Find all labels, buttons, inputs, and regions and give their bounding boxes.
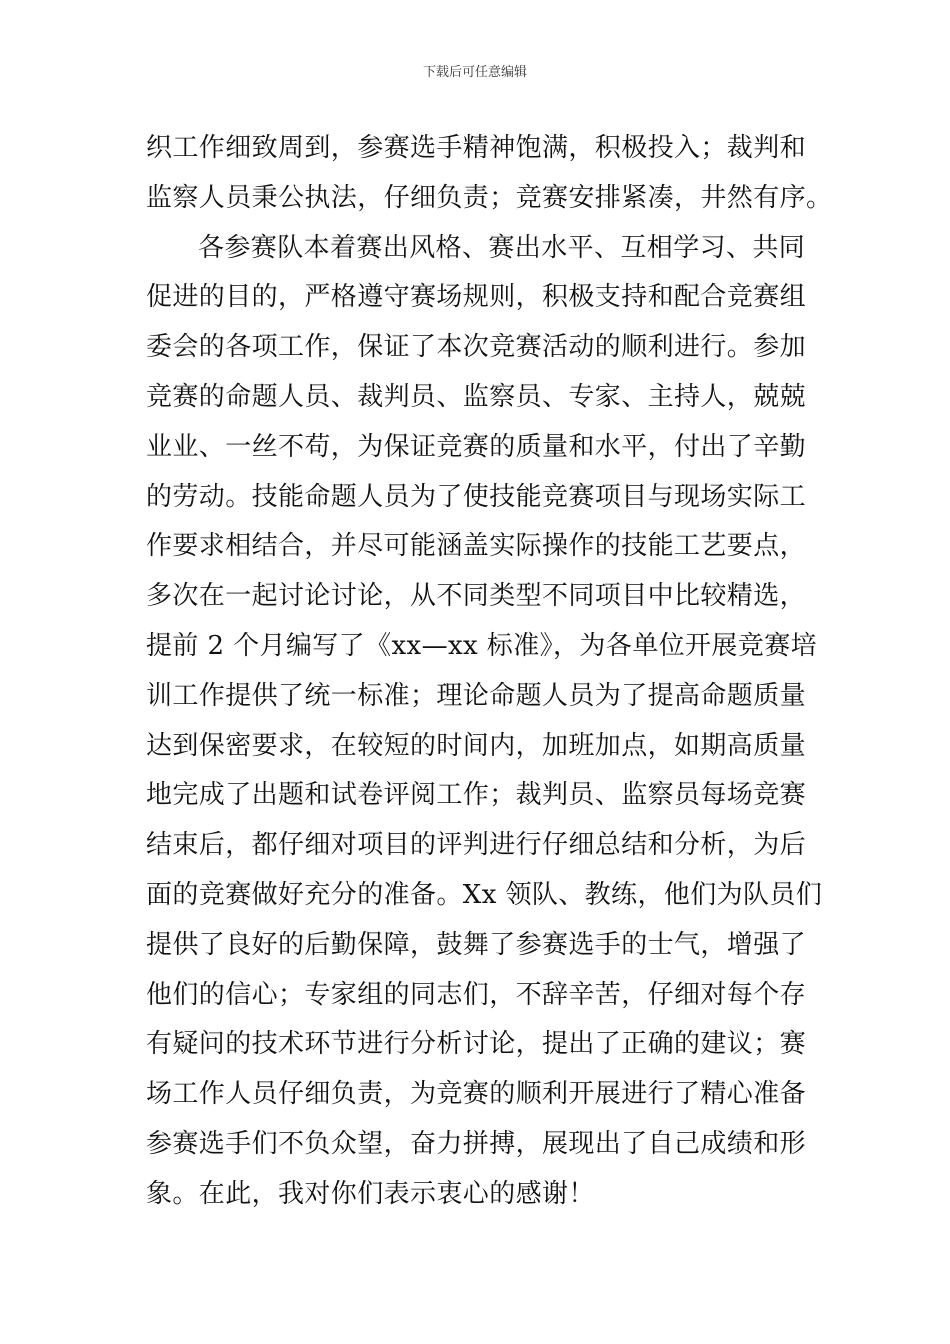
text-line: 象。在此，我对你们表示衷心的感谢！ xyxy=(146,1178,595,1209)
text-line: 参赛选手们不负众望，奋力拼搏，展现出了自己成绩和形 xyxy=(146,1128,807,1159)
text-line: 委会的各项工作，保证了本次竞赛活动的顺利进行。参加 xyxy=(146,332,807,363)
text-line: 织工作细致周到，参赛选手精神饱满，积极投入；裁判和 xyxy=(146,133,807,163)
text-line: 提供了良好的后勤保障，鼓舞了参赛选手的士气，增强了 xyxy=(146,929,807,960)
text-line: 监察人员秉公执法，仔细负责；竞赛安排紧凑，井然有序。 xyxy=(146,182,833,213)
text-line: 有疑问的技术环节进行分析讨论，提出了正确的建议；赛 xyxy=(146,1029,807,1060)
paragraph xyxy=(146,124,833,224)
text-line: 提前 2 个月编写了《xx—xx 标准》，为各单位开展竞赛培 xyxy=(146,630,817,661)
text-line: 业业、一丝不苟，为保证竞赛的质量和水平，付出了辛勤 xyxy=(146,431,807,462)
text-line: 的劳动。技能命题人员为了使技能竞赛项目与现场实际工 xyxy=(146,481,807,512)
text-line: 作要求相结合，并尽可能涵盖实际操作的技能工艺要点， xyxy=(146,531,807,562)
text-line: 面的竞赛做好充分的准备。Xx 领队、教练，他们为队员们 xyxy=(146,879,823,910)
text-line: 他们的信心；专家组的同志们，不辞辛苦，仔细对每个存 xyxy=(146,979,807,1010)
page-header: 下载后可任意编辑 xyxy=(422,65,527,80)
text-line: 各参赛队本着赛出风格、赛出水平、互相学习、共同 xyxy=(198,232,806,263)
document-body xyxy=(146,124,833,1220)
text-line: 结束后，都仔细对项目的评判进行仔细总结和分析，为后 xyxy=(146,830,807,861)
text-line: 地完成了出题和试卷评阅工作；裁判员、监察员每场竞赛 xyxy=(146,780,807,811)
text-line: 促进的目的，严格遵守赛场规则，积极支持和配合竞赛组 xyxy=(146,282,807,313)
text-line: 训工作提供了统一标准；理论命题人员为了提高命题质量 xyxy=(146,680,807,711)
paragraph xyxy=(146,224,823,1220)
text-line: 达到保密要求，在较短的时间内，加班加点，如期高质量 xyxy=(146,730,807,761)
text-line: 竞赛的命题人员、裁判员、监察员、专家、主持人，兢兢 xyxy=(146,381,807,412)
text-line: 场工作人员仔细负责，为竞赛的顺利开展进行了精心准备 xyxy=(146,1079,807,1110)
text-line: 多次在一起讨论讨论，从不同类型不同项目中比较精选， xyxy=(146,581,807,612)
